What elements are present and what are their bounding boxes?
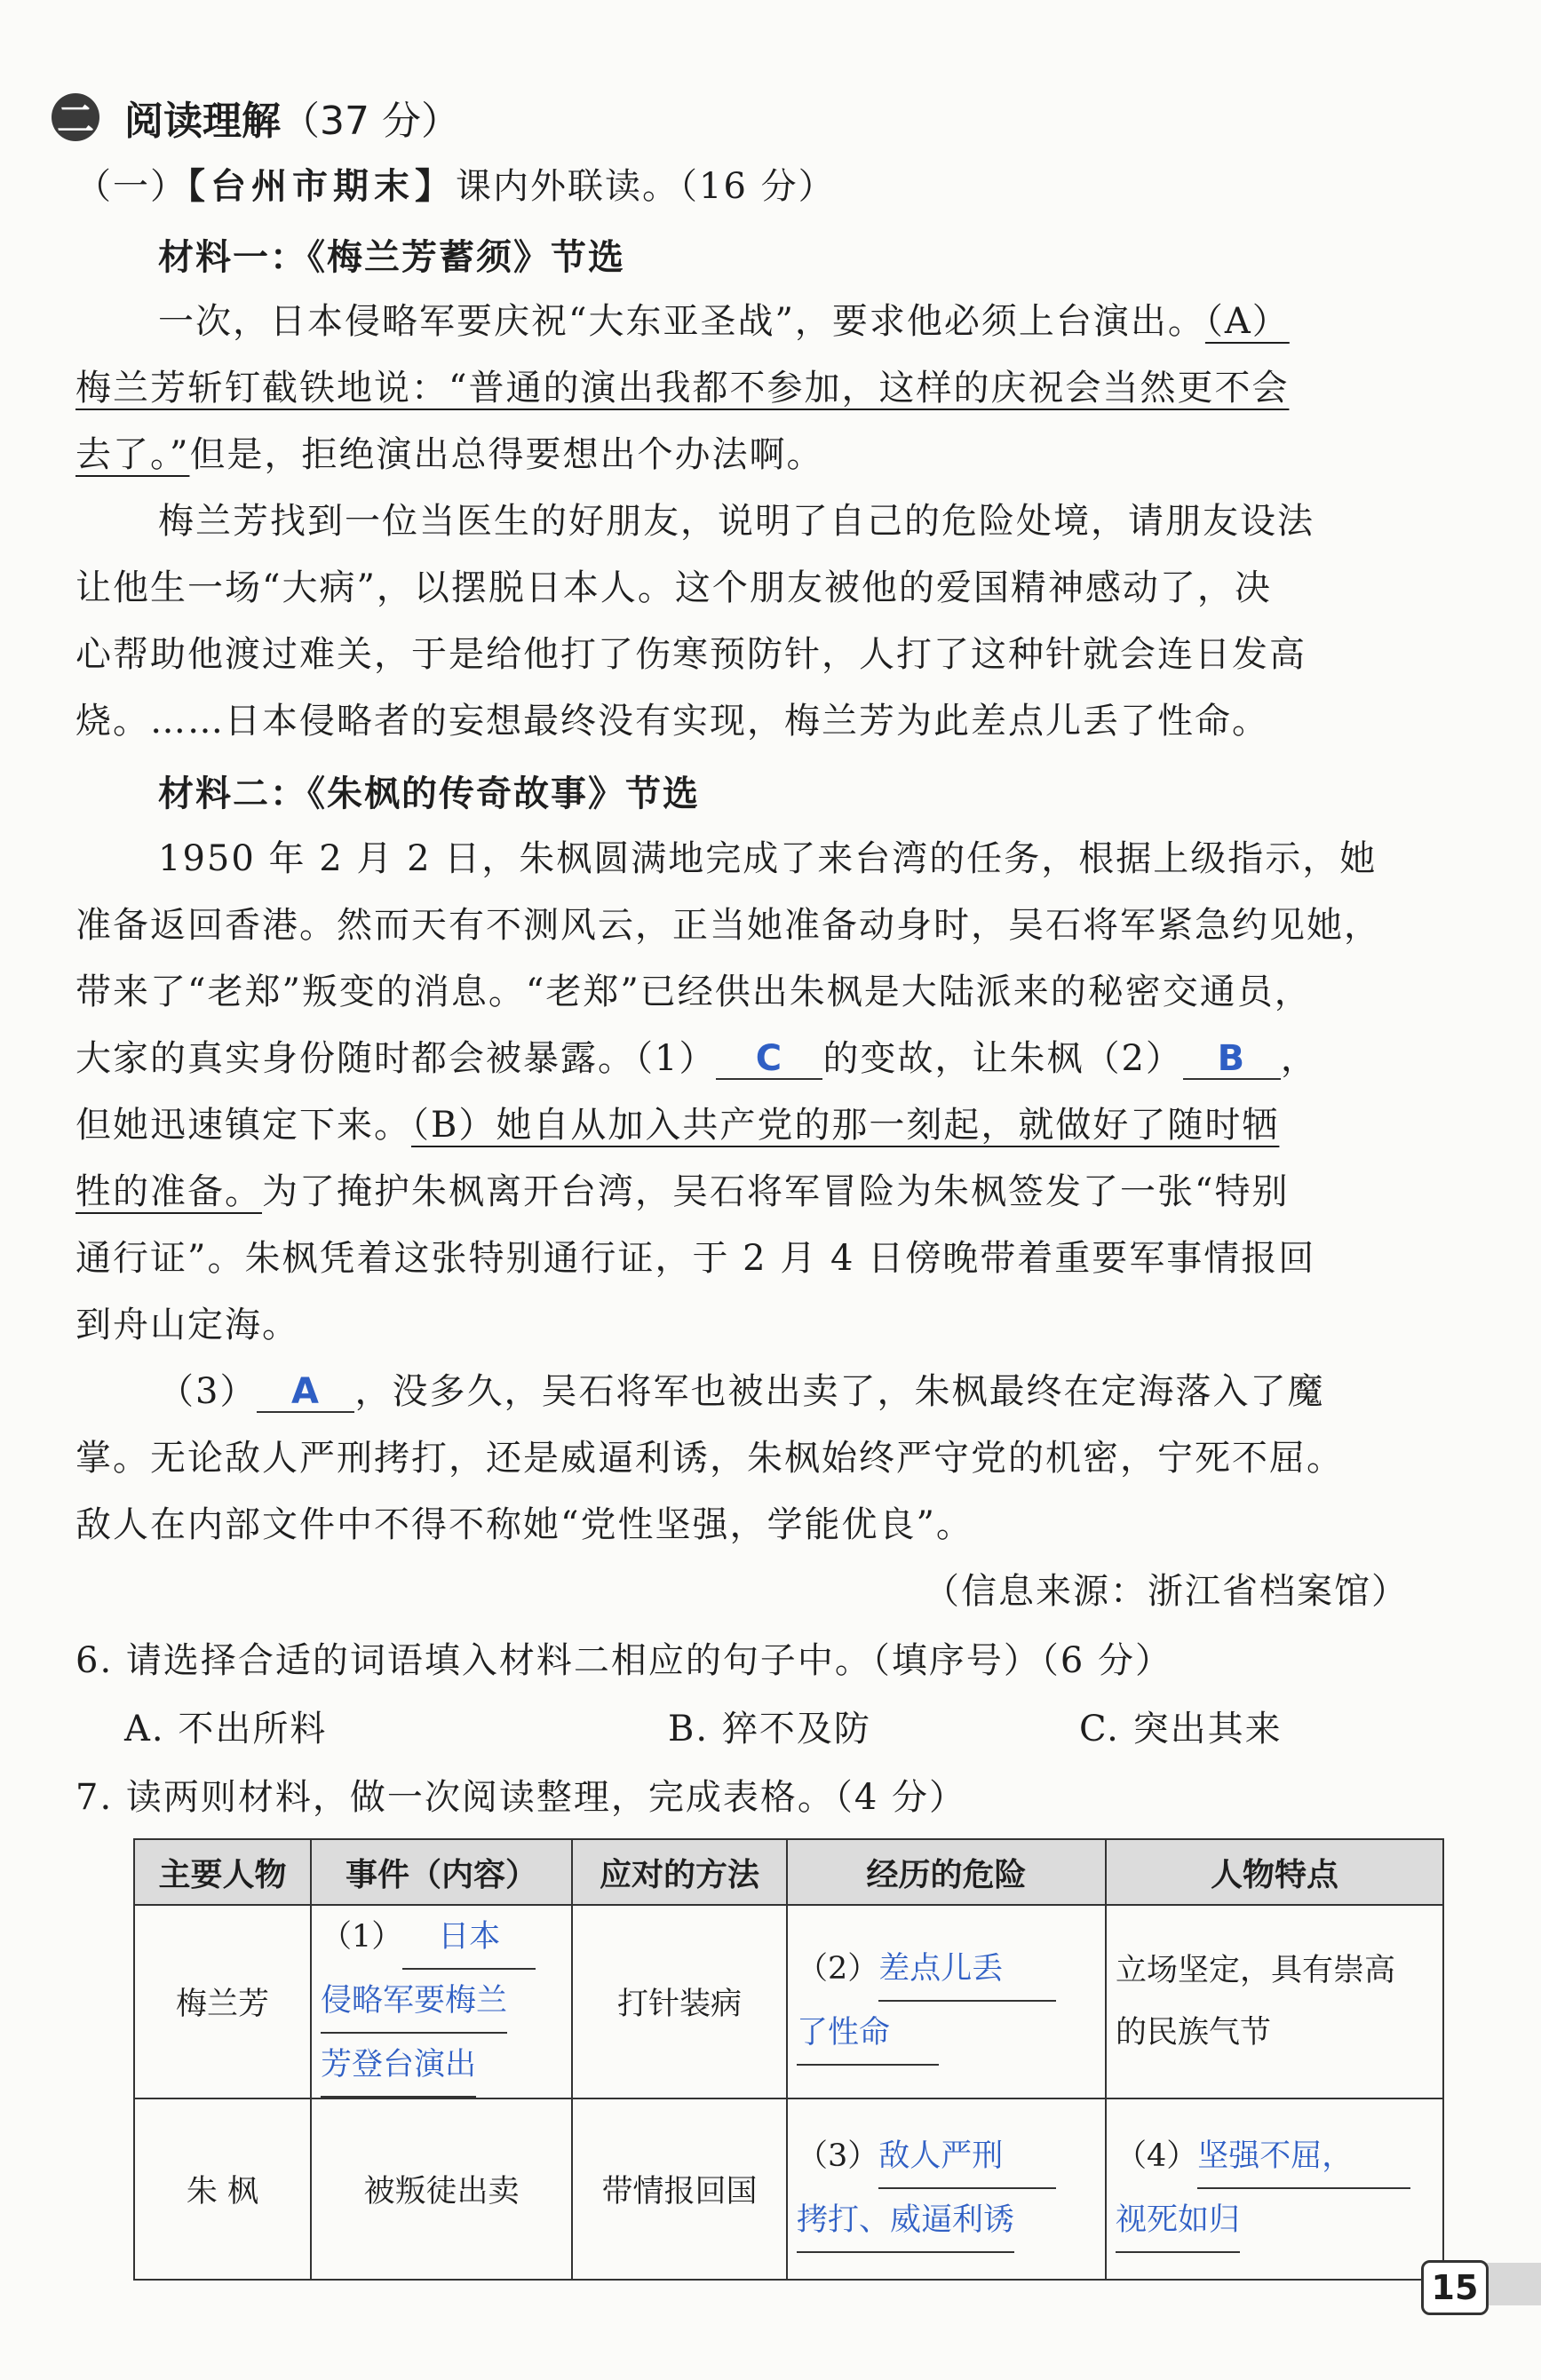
m1-line-3 — [75, 426, 823, 477]
cell-trait-mei — [1106, 1905, 1443, 2098]
cell-danger-zhu — [787, 2098, 1106, 2280]
table-row — [134, 2098, 1443, 2280]
trait-mei-line-1: 立场坚定，具有崇高 — [1116, 1953, 1396, 1988]
m2-line-5-text: 但她迅速镇定下来。 — [75, 1105, 411, 1146]
cell-method-zhu: 带情报回国 — [572, 2098, 787, 2280]
event-label-1: （1） — [321, 1919, 403, 1955]
answer-blank-3: A — [257, 1372, 354, 1413]
header-method: 应对的方法 — [572, 1839, 787, 1905]
m2-line-1: 1950 年 2 月 2 日，朱枫圆满地完成了来台湾的任务，根据上级指示，她 — [158, 838, 1378, 879]
m2-line-10: 掌。无论敌人严刑拷打，还是威逼利诱，朱枫始终严守党的机密，宁死不屈。 — [75, 1438, 1344, 1479]
section-number-badge: 二 — [52, 93, 99, 141]
m2-line-4 — [75, 1030, 1318, 1081]
m1-line-2: 梅兰芳斩钉截铁地说：“普通的演出我都不参加，这样的庆祝会当然更不会 — [75, 368, 1290, 409]
m2-line-6 — [75, 1163, 1289, 1214]
trait-answer-4a: 坚强不屈， — [1197, 2125, 1410, 2189]
part-text: 课内外联读。（16 分） — [456, 166, 836, 207]
m2-line-7: 通行证”。朱枫凭着这张特别通行证，于 2 月 4 日傍晚带着重要军事情报回 — [75, 1238, 1316, 1279]
m1-line-3-underlined: 去了。” — [75, 434, 190, 475]
cell-person-zhu: 朱 枫 — [134, 2098, 311, 2280]
m2-line-6-text: 为了掩护朱枫离开台湾，吴石将军冒险为朱枫签发了一张“特别 — [262, 1171, 1290, 1212]
source-tag: 【台州市期末】 — [187, 165, 456, 207]
material-one-title: 材料一：《梅兰芳蓄须》节选 — [158, 237, 625, 278]
q6-option-a: A. 不出所料 — [124, 1709, 328, 1749]
cell-danger-mei — [787, 1905, 1106, 2098]
m2-line-9-text-a: （3） — [158, 1371, 258, 1412]
m2-underline-b: （B）她自从加入共产党的那一刻起，就做好了随时牺 — [411, 1105, 1280, 1146]
m2-line-4-text-a: 大家的真实身份随时都会被暴露。（1） — [75, 1038, 717, 1079]
cell-event-zhu: 被叛徒出卖 — [311, 2098, 572, 2280]
header-danger: 经历的危险 — [787, 1839, 1106, 1905]
danger-answer-2a: 差点儿丢 — [878, 1938, 1056, 2002]
danger-label-2: （2） — [797, 1951, 879, 1987]
m1-line-6: 心帮助他渡过难关，于是给他打了伤寒预防针，人打了这种针就会连日发高 — [75, 634, 1307, 675]
header-main-person: 主要人物 — [134, 1839, 311, 1905]
cell-trait-zhu — [1106, 2098, 1443, 2280]
header-traits: 人物特点 — [1106, 1839, 1443, 1905]
m2-line-5 — [75, 1097, 1279, 1147]
answer-blank-1: C — [716, 1039, 822, 1080]
event-answer-1a: 日本 — [402, 1906, 536, 1970]
answer-blank-2: B — [1183, 1039, 1281, 1080]
table-row — [134, 1905, 1443, 2098]
m1-line-1-text: 一次，日本侵略军要庆祝“大东亚圣战”，要求他必须上台演出。 — [158, 301, 1205, 342]
m2-line-8: 到舟山定海。 — [75, 1305, 299, 1345]
m2-line-3: 带来了“老郑”叛变的消息。“老郑”已经供出朱枫是大陆派来的秘密交通员， — [75, 972, 1312, 1012]
cell-event-mei — [311, 1905, 572, 2098]
section-title — [124, 89, 460, 146]
danger-answer-3b: 拷打、威逼利诱 — [797, 2189, 1014, 2253]
trait-mei-line-2: 的民族气节 — [1116, 2015, 1272, 2051]
cell-person-mei: 梅兰芳 — [134, 1905, 311, 2098]
section-title-text: 阅读理解 — [124, 99, 281, 144]
cell-method-mei: 打针装病 — [572, 1905, 787, 2098]
m1-line-4: 梅兰芳找到一位当医生的好朋友，说明了自己的危险处境，请朋友设法 — [158, 501, 1315, 542]
m2-line-4-text-b: 的变故，让朱枫（2） — [822, 1038, 1183, 1079]
danger-label-3: （3） — [797, 2138, 879, 2174]
summary-table — [133, 1838, 1444, 2281]
m1-line-5: 让他生一场“大病”，以摆脱日本人。这个朋友被他的爱国精神感动了，决 — [75, 567, 1272, 608]
material-two-title: 材料二：《朱枫的传奇故事》节选 — [158, 774, 700, 814]
q6-option-c: C. 突出其来 — [1079, 1709, 1283, 1749]
part-heading — [75, 158, 836, 209]
m2-line-2: 准备返回香港。然而天有不测风云，正当她准备动身时，吴石将军紧急约见她， — [75, 905, 1381, 946]
question-6-stem: 6. 请选择合适的词语填入材料二相应的句子中。（填序号）（6 分） — [75, 1640, 1173, 1681]
m1-line-3-text: 但是，拒绝演出总得要想出个办法啊。 — [189, 434, 824, 475]
m2-line-4-text-c: ， — [1280, 1038, 1318, 1079]
q6-option-b: B. 猝不及防 — [668, 1709, 871, 1749]
header-event: 事件（内容） — [311, 1839, 572, 1905]
m1-underline-a: （A） — [1204, 301, 1290, 342]
m2-line-11: 敌人在内部文件中不得不称她“党性坚强，学能优良”。 — [75, 1504, 973, 1545]
table-header-row — [134, 1839, 1443, 1905]
danger-answer-3a: 敌人严刑 — [878, 2125, 1056, 2189]
m2-line-9-text-b: ，没多久，吴石将军也被出卖了，朱枫最终在定海落入了魔 — [354, 1371, 1325, 1412]
m1-line-1 — [158, 293, 1290, 344]
m2-line-9 — [158, 1363, 1324, 1414]
event-answer-1b: 侵略军要梅兰 — [321, 1970, 507, 2034]
trait-answer-4b: 视死如归 — [1116, 2189, 1240, 2253]
trait-label-4: （4） — [1116, 2138, 1198, 2174]
info-source: （信息来源：浙江省档案馆） — [924, 1571, 1409, 1612]
part-prefix: （一） — [75, 166, 187, 207]
section-score: （37 分） — [281, 99, 460, 144]
m1-line-7: 烧。……日本侵略者的妄想最终没有实现，梅兰芳为此差点儿丢了性命。 — [75, 701, 1269, 742]
section-heading — [52, 82, 460, 153]
event-answer-1c: 芳登台演出 — [321, 2034, 476, 2098]
m2-line-6-underlined: 牲的准备。 — [75, 1171, 262, 1212]
question-7-stem: 7. 读两则材料，做一次阅读整理，完成表格。（4 分） — [75, 1777, 967, 1818]
danger-answer-2b: 了性命 — [797, 2002, 939, 2066]
page-number: 15 — [1421, 2260, 1489, 2315]
